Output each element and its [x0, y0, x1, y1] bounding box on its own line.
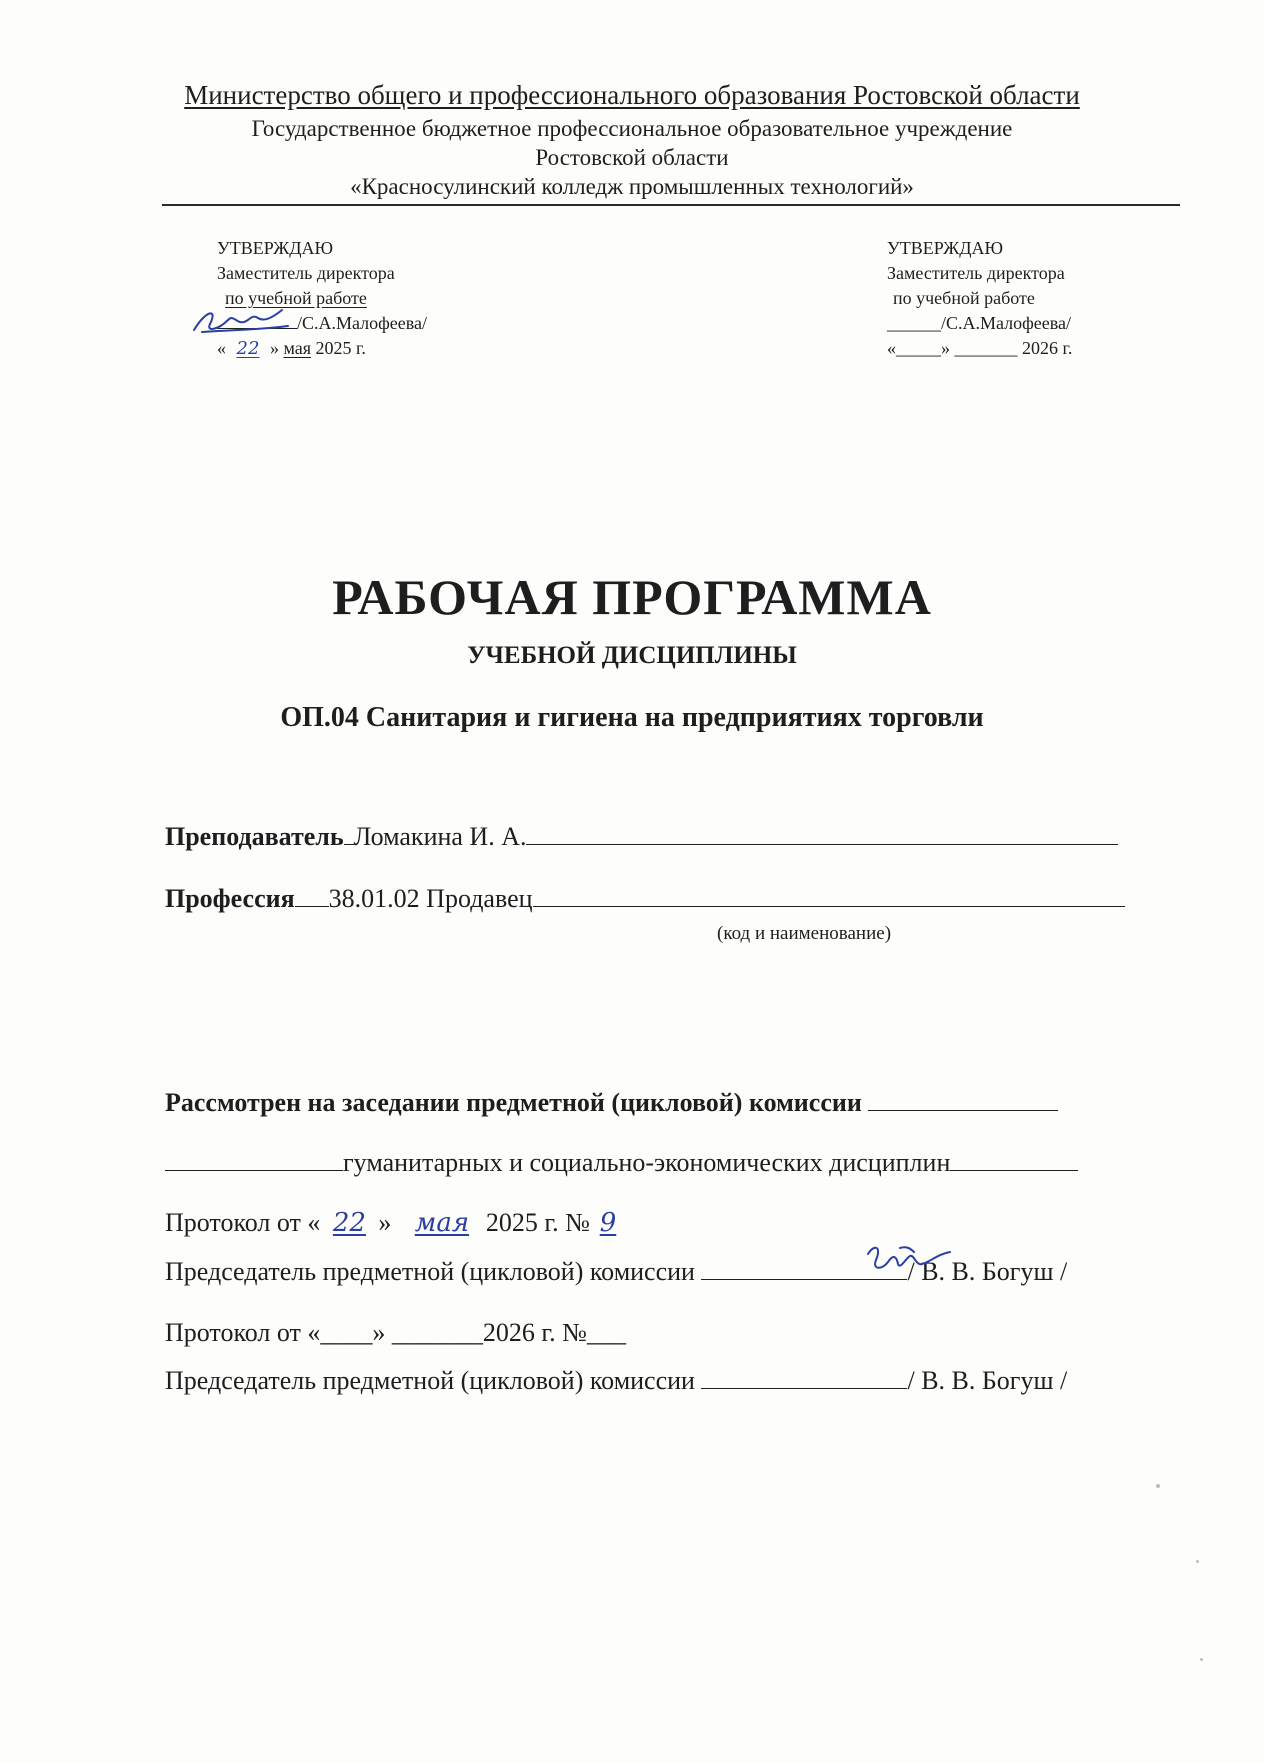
profession-label: Профессия [165, 884, 295, 913]
approval-left [217, 236, 427, 361]
document-subtitle: УЧЕБНОЙ ДИСЦИПЛИНЫ [467, 642, 797, 669]
document-title: РАБОЧАЯ ПРОГРАММА [332, 569, 932, 625]
protocol1-row: Протокол от « 22 » мая 2025 г. № 9 [165, 1208, 626, 1238]
commission-reviewed-label: Рассмотрен на заседании предметной (цикловой) комиссии [165, 1088, 862, 1117]
approval-left-year: 2025 г. [315, 338, 366, 358]
approval-left-name: /С.А.Малофеева/ [297, 313, 428, 333]
institution-region: Ростовской области [535, 145, 729, 170]
approval-left-day: 22 [236, 338, 260, 359]
scan-speck [1196, 1560, 1199, 1563]
commission-name-row [165, 1148, 1078, 1178]
profession-caption: (код и наименование) [717, 923, 892, 944]
header-divider [162, 204, 1180, 206]
protocol1-prefix: Протокол от « [165, 1208, 321, 1237]
chair1-label: Председатель предметной (цикловой) комиссии [165, 1257, 695, 1286]
approval-right-name-line: ______/С.А.Малофеева/ [887, 313, 1072, 333]
approval-right-position: Заместитель директора [887, 263, 1065, 283]
teacher-name: Ломакина И. А. [353, 822, 527, 851]
approval-left-date: « 22 » мая 2025 г. [217, 338, 366, 359]
approval-left-position2: по учебной работе [225, 288, 367, 308]
chair1-name: / В. В. Богуш / [907, 1257, 1068, 1286]
scan-speck [1156, 1484, 1160, 1488]
protocol2-row: Протокол от «____» _______2026 г. №___ [165, 1318, 626, 1347]
teacher-row [165, 822, 1118, 852]
protocol1-day: 22 [332, 1208, 366, 1238]
commission-reviewed-row [165, 1088, 1058, 1118]
approval-right-position2: по учебной работе [893, 288, 1035, 308]
approval-left-position: Заместитель директора [217, 263, 395, 283]
teacher-label: Преподаватель [165, 822, 344, 851]
scan-speck [1200, 1658, 1203, 1661]
signature-left-icon [188, 300, 298, 340]
chair2-row [165, 1366, 1067, 1396]
profession-value: 38.01.02 Продавец [328, 884, 533, 913]
college-name: «Красносулинский колледж промышленных технологий» [350, 174, 914, 199]
signature-chair-icon [860, 1240, 970, 1280]
profession-row [165, 884, 1125, 914]
institution-type: Государственное бюджетное профессиональное образовательное учреждение [251, 116, 1013, 141]
chair2-label: Председатель предметной (цикловой) комиссии [165, 1366, 695, 1395]
approval-right-label: УТВЕРЖДАЮ [887, 238, 1004, 258]
approval-left-label: УТВЕРЖДАЮ [217, 238, 334, 258]
protocol1-year: 2025 г. № [485, 1208, 590, 1237]
chair2-name: / В. В. Богуш / [907, 1366, 1068, 1395]
approval-left-month: мая [283, 338, 312, 358]
commission-name: гуманитарных и социально-экономических дисциплин [343, 1148, 951, 1177]
approval-right-date-line: «_____» _______ 2026 г. [887, 338, 1073, 358]
ministry-name: Министерство общего и профессионального образования Ростовской области [184, 80, 1080, 110]
discipline-name: ОП.04 Санитария и гигиена на предприятиях торговли [280, 702, 984, 733]
protocol1-month: мая [414, 1208, 470, 1238]
approval-right [887, 236, 1072, 361]
protocol1-number: 9 [599, 1208, 617, 1238]
